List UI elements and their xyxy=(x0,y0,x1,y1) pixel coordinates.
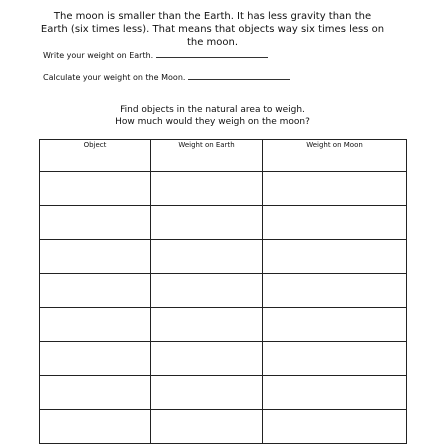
earth-weight-cell[interactable] xyxy=(151,342,263,376)
table-row xyxy=(40,308,407,342)
table-row xyxy=(40,206,407,240)
header-weight-earth: Weight on Earth xyxy=(151,140,263,172)
object-cell[interactable] xyxy=(40,410,151,444)
table-row xyxy=(40,172,407,206)
moon-weight-cell[interactable] xyxy=(263,342,407,376)
table-row xyxy=(40,342,407,376)
earth-weight-cell[interactable] xyxy=(151,308,263,342)
earth-weight-prompt xyxy=(43,50,268,61)
earth-weight-cell[interactable] xyxy=(151,376,263,410)
object-cell[interactable] xyxy=(40,274,151,308)
find-objects-instructions xyxy=(90,104,335,128)
moon-weight-cell[interactable] xyxy=(263,410,407,444)
earth-weight-cell[interactable] xyxy=(151,240,263,274)
moon-weight-prompt xyxy=(43,72,290,83)
moon-weight-question: How much would they weigh on the moon? xyxy=(115,117,310,127)
table-row xyxy=(40,376,407,410)
weights-table xyxy=(39,139,407,444)
header-weight-moon: Weight on Moon xyxy=(263,140,407,172)
moon-weight-cell[interactable] xyxy=(263,274,407,308)
earth-weight-label: Write your weight on Earth. xyxy=(43,51,154,60)
moon-weight-label: Calculate your weight on the Moon. xyxy=(43,73,186,82)
moon-weight-cell[interactable] xyxy=(263,240,407,274)
object-cell[interactable] xyxy=(40,342,151,376)
earth-weight-cell[interactable] xyxy=(151,274,263,308)
table-header-row xyxy=(40,140,407,172)
table-row xyxy=(40,240,407,274)
intro-paragraph: The moon is smaller than the Earth. It has less gravity than the Earth (six times less). That means that objects way six times less on the moon. xyxy=(40,11,385,48)
earth-weight-cell[interactable] xyxy=(151,206,263,240)
earth-weight-cell[interactable] xyxy=(151,172,263,206)
moon-weight-cell[interactable] xyxy=(263,172,407,206)
object-cell[interactable] xyxy=(40,240,151,274)
table-row xyxy=(40,274,407,308)
object-cell[interactable] xyxy=(40,308,151,342)
moon-weight-cell[interactable] xyxy=(263,308,407,342)
header-object: Object xyxy=(40,140,151,172)
object-cell[interactable] xyxy=(40,206,151,240)
find-objects-line: Find objects in the natural area to weigh. xyxy=(120,105,305,115)
earth-weight-blank[interactable] xyxy=(156,50,268,58)
object-cell[interactable] xyxy=(40,172,151,206)
earth-weight-cell[interactable] xyxy=(151,410,263,444)
table-row xyxy=(40,410,407,444)
moon-weight-cell[interactable] xyxy=(263,206,407,240)
moon-weight-blank[interactable] xyxy=(188,72,290,80)
object-cell[interactable] xyxy=(40,376,151,410)
moon-weight-cell[interactable] xyxy=(263,376,407,410)
